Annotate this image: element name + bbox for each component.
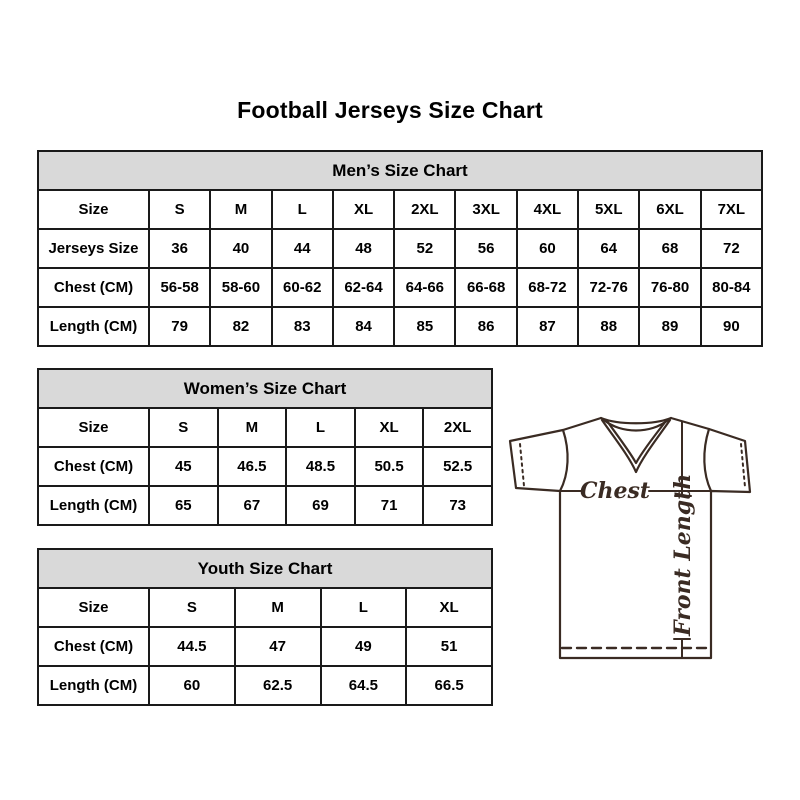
row-label-cell: Length (CM) <box>38 486 149 525</box>
jersey-left-cuff-stitch <box>520 444 524 486</box>
value-cell: 62-64 <box>333 268 394 307</box>
value-cell: 66.5 <box>406 666 492 705</box>
value-cell: 4XL <box>517 190 578 229</box>
value-cell: 47 <box>235 627 321 666</box>
row-label-cell: Size <box>38 190 149 229</box>
value-cell: 69 <box>286 486 355 525</box>
value-cell: XL <box>406 588 492 627</box>
value-cell: XL <box>333 190 394 229</box>
page-title: Football Jerseys Size Chart <box>237 97 543 123</box>
value-cell: XL <box>355 408 424 447</box>
table-band-row <box>38 151 762 190</box>
jersey-collar-top <box>601 418 671 423</box>
value-cell: 80-84 <box>701 268 762 307</box>
value-cell: 68-72 <box>517 268 578 307</box>
value-cell: 88 <box>578 307 639 346</box>
row-label-cell: Chest (CM) <box>38 447 149 486</box>
value-cell: 60-62 <box>272 268 333 307</box>
jersey-right-cuff-stitch <box>741 444 745 487</box>
value-cell: L <box>286 408 355 447</box>
jersey-right-armscye <box>704 429 711 491</box>
womens-size-chart-table <box>37 368 493 526</box>
value-cell: 79 <box>149 307 210 346</box>
value-cell: 45 <box>149 447 218 486</box>
row-label-cell: Length (CM) <box>38 307 149 346</box>
value-cell: 56 <box>455 229 516 268</box>
value-cell: 44 <box>272 229 333 268</box>
value-cell: 52.5 <box>423 447 492 486</box>
value-cell: S <box>149 588 235 627</box>
value-cell: 49 <box>321 627 407 666</box>
table-band-row <box>38 549 492 588</box>
row-label-cell: Chest (CM) <box>38 268 149 307</box>
table-row <box>38 408 492 447</box>
value-cell: S <box>149 190 210 229</box>
jersey-measurement-diagram <box>503 396 775 668</box>
value-cell: 64.5 <box>321 666 407 705</box>
value-cell: 40 <box>210 229 271 268</box>
table-band-row <box>38 369 492 408</box>
value-cell: 6XL <box>639 190 700 229</box>
value-cell: 60 <box>149 666 235 705</box>
table-band-header: Women’s Size Chart <box>38 369 492 408</box>
value-cell: 64-66 <box>394 268 455 307</box>
value-cell: 51 <box>406 627 492 666</box>
value-cell: 44.5 <box>149 627 235 666</box>
table-band-header: Men’s Size Chart <box>38 151 762 190</box>
value-cell: 85 <box>394 307 455 346</box>
row-label-cell: Chest (CM) <box>38 627 149 666</box>
mens-size-chart-table <box>37 150 763 347</box>
jersey-outline-icon <box>503 396 775 668</box>
table-row <box>38 486 492 525</box>
table-row <box>38 666 492 705</box>
value-cell: M <box>235 588 321 627</box>
value-cell: L <box>321 588 407 627</box>
value-cell: 84 <box>333 307 394 346</box>
value-cell: 67 <box>218 486 287 525</box>
value-cell: 72-76 <box>578 268 639 307</box>
value-cell: 72 <box>701 229 762 268</box>
value-cell: 56-58 <box>149 268 210 307</box>
value-cell: 73 <box>423 486 492 525</box>
table-row <box>38 588 492 627</box>
row-label-cell: Length (CM) <box>38 666 149 705</box>
youth-size-chart-table <box>37 548 493 706</box>
value-cell: 48 <box>333 229 394 268</box>
value-cell: 50.5 <box>355 447 424 486</box>
value-cell: 65 <box>149 486 218 525</box>
value-cell: 62.5 <box>235 666 321 705</box>
value-cell: 86 <box>455 307 516 346</box>
value-cell: 76-80 <box>639 268 700 307</box>
value-cell: 71 <box>355 486 424 525</box>
value-cell: 52 <box>394 229 455 268</box>
value-cell: 58-60 <box>210 268 271 307</box>
table-band-header: Youth Size Chart <box>38 549 492 588</box>
table-row <box>38 447 492 486</box>
value-cell: L <box>272 190 333 229</box>
value-cell: 36 <box>149 229 210 268</box>
value-cell: 3XL <box>455 190 516 229</box>
value-cell: 87 <box>517 307 578 346</box>
table-row <box>38 627 492 666</box>
value-cell: 66-68 <box>455 268 516 307</box>
value-cell: 90 <box>701 307 762 346</box>
table-row <box>38 229 762 268</box>
value-cell: 2XL <box>423 408 492 447</box>
value-cell: 64 <box>578 229 639 268</box>
value-cell: 48.5 <box>286 447 355 486</box>
row-label-cell: Size <box>38 408 149 447</box>
value-cell: 60 <box>517 229 578 268</box>
value-cell: M <box>210 190 271 229</box>
value-cell: 2XL <box>394 190 455 229</box>
table-row <box>38 268 762 307</box>
value-cell: 5XL <box>578 190 639 229</box>
value-cell: M <box>218 408 287 447</box>
value-cell: 83 <box>272 307 333 346</box>
value-cell: 82 <box>210 307 271 346</box>
table-row <box>38 307 762 346</box>
value-cell: 7XL <box>701 190 762 229</box>
value-cell: S <box>149 408 218 447</box>
row-label-cell: Size <box>38 588 149 627</box>
front-length-label: Front Length <box>670 473 696 636</box>
table-row <box>38 190 762 229</box>
jersey-left-armscye <box>560 430 568 491</box>
value-cell: 46.5 <box>218 447 287 486</box>
value-cell: 89 <box>639 307 700 346</box>
value-cell: 68 <box>639 229 700 268</box>
row-label-cell: Jerseys Size <box>38 229 149 268</box>
chest-label: Chest <box>579 478 651 504</box>
